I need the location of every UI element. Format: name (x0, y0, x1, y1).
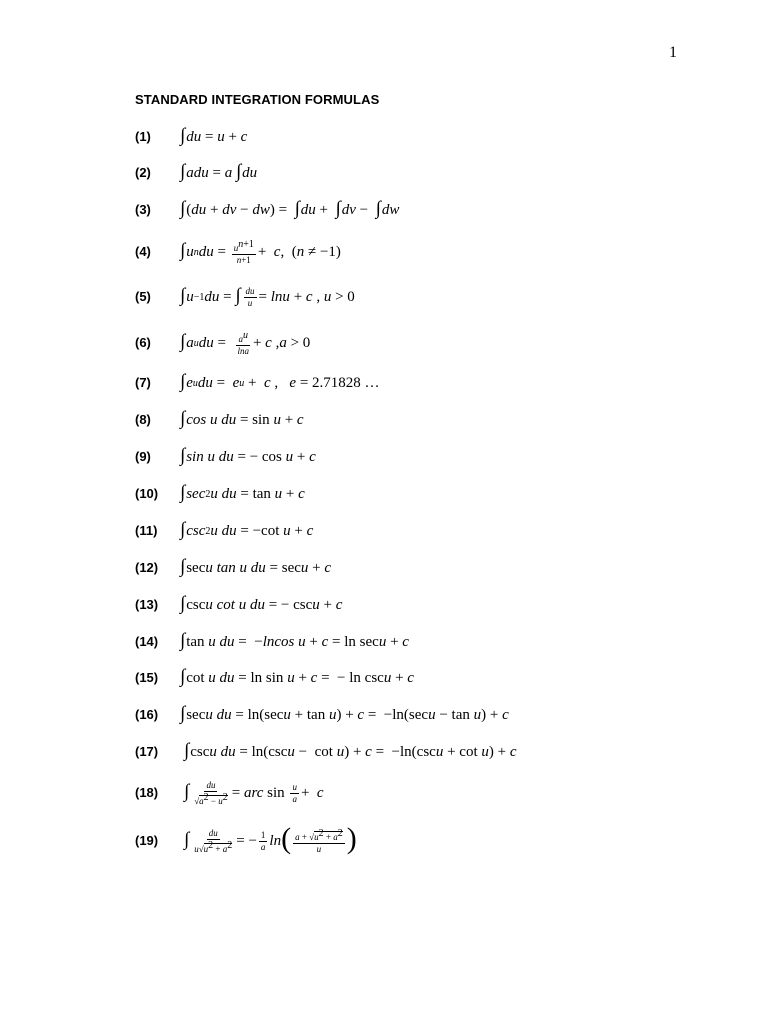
formula-row (0, 778, 768, 808)
formula-number: (7) (135, 375, 151, 390)
formula-row (0, 479, 768, 509)
formula-number: (11) (135, 523, 158, 538)
formula-row (0, 822, 768, 856)
formula-expression: ∫ sec u tan u du = sec u + c (180, 556, 332, 577)
formula-row (0, 237, 768, 267)
formula-number: (1) (135, 129, 151, 144)
formula-number: (18) (135, 785, 159, 800)
formula-row (0, 328, 768, 358)
formula-expression: ∫ a u du = $a^u$ lna + c , a > 0 (180, 330, 311, 356)
formula-expression: ∫ csc u cot u du = − csc u + c (180, 593, 343, 614)
formula-number: (15) (135, 670, 159, 685)
formula-number: (3) (135, 202, 151, 217)
formula-number: (17) (135, 744, 159, 759)
formula-number: (13) (135, 597, 159, 612)
formula-row (0, 590, 768, 620)
formula-expression: ∫ csc u du = ln(csc u − cot u ) + c = −ln(csc u + cot u ) + c (184, 740, 517, 761)
formula-row (0, 737, 768, 767)
formula-expression: ∫ sec 2 u du = tan u + c (180, 482, 305, 503)
page-title: STANDARD INTEGRATION FORMULAS (135, 92, 380, 107)
formula-row (0, 700, 768, 730)
formula-row (0, 627, 768, 657)
formula-number: (9) (135, 449, 151, 464)
formula-expression: ∫ sec u du = ln(sec u + tan u ) + c = −ln(sec u − tan u ) + c (180, 703, 509, 724)
formula-row (0, 158, 768, 188)
formula-row (0, 122, 768, 152)
formula-number: (4) (135, 244, 151, 259)
formula-row (0, 516, 768, 546)
formula-row (0, 282, 768, 312)
formula-row (0, 405, 768, 435)
formula-expression: ∫ e u du = e u + c , e = 2.71828 … (180, 371, 380, 392)
formula-number: (2) (135, 165, 151, 180)
formula-number: (12) (135, 560, 159, 575)
formula-expression: ∫ du $u√u^2 + a^2$ = − 1 a ln ( $a + √u^2 + a^2$ u ) (184, 822, 357, 855)
formula-number: (14) (135, 634, 159, 649)
formula-row (0, 442, 768, 472)
formula-expression: ∫ cot u du = ln sin u + c = − ln csc u + c (180, 666, 414, 687)
formula-number: (10) (135, 486, 159, 501)
formula-expression: ∫ adu = a ∫ du (180, 161, 258, 182)
formula-expression: ∫ du = u + c (180, 125, 248, 146)
formula-expression: ∫ u −1 du = ∫ du u = lnu + c , u > 0 (180, 285, 355, 308)
formula-expression: ∫ du $√a^2 - u^2$ = arc sin u a + c (184, 780, 324, 806)
formula-row (0, 368, 768, 398)
formula-number: (5) (135, 289, 151, 304)
page-number: 1 (669, 44, 677, 61)
formula-number: (6) (135, 335, 151, 350)
formula-expression: ∫ csc 2 u du = −cot u + c (180, 519, 314, 540)
formula-expression: ∫ u n du = $u^{n+1}$ n+1 + c , ( n ≠ −1) (180, 239, 341, 265)
formula-expression: ∫ sin u du = − cos u + c (180, 445, 316, 466)
formula-number: (19) (135, 833, 159, 848)
formula-number: (16) (135, 707, 159, 722)
formula-expression: ∫ cos u du = sin u + c (180, 408, 304, 429)
formula-row (0, 553, 768, 583)
formula-row (0, 195, 768, 225)
formula-number: (8) (135, 412, 151, 427)
formula-expression: ∫ ( du + dv − dw ) = ∫ du + ∫ dv − ∫ dw (180, 198, 400, 219)
formula-expression: ∫ tan u du = − lncos u + c = ln sec u + c (180, 630, 409, 651)
formula-row (0, 663, 768, 693)
